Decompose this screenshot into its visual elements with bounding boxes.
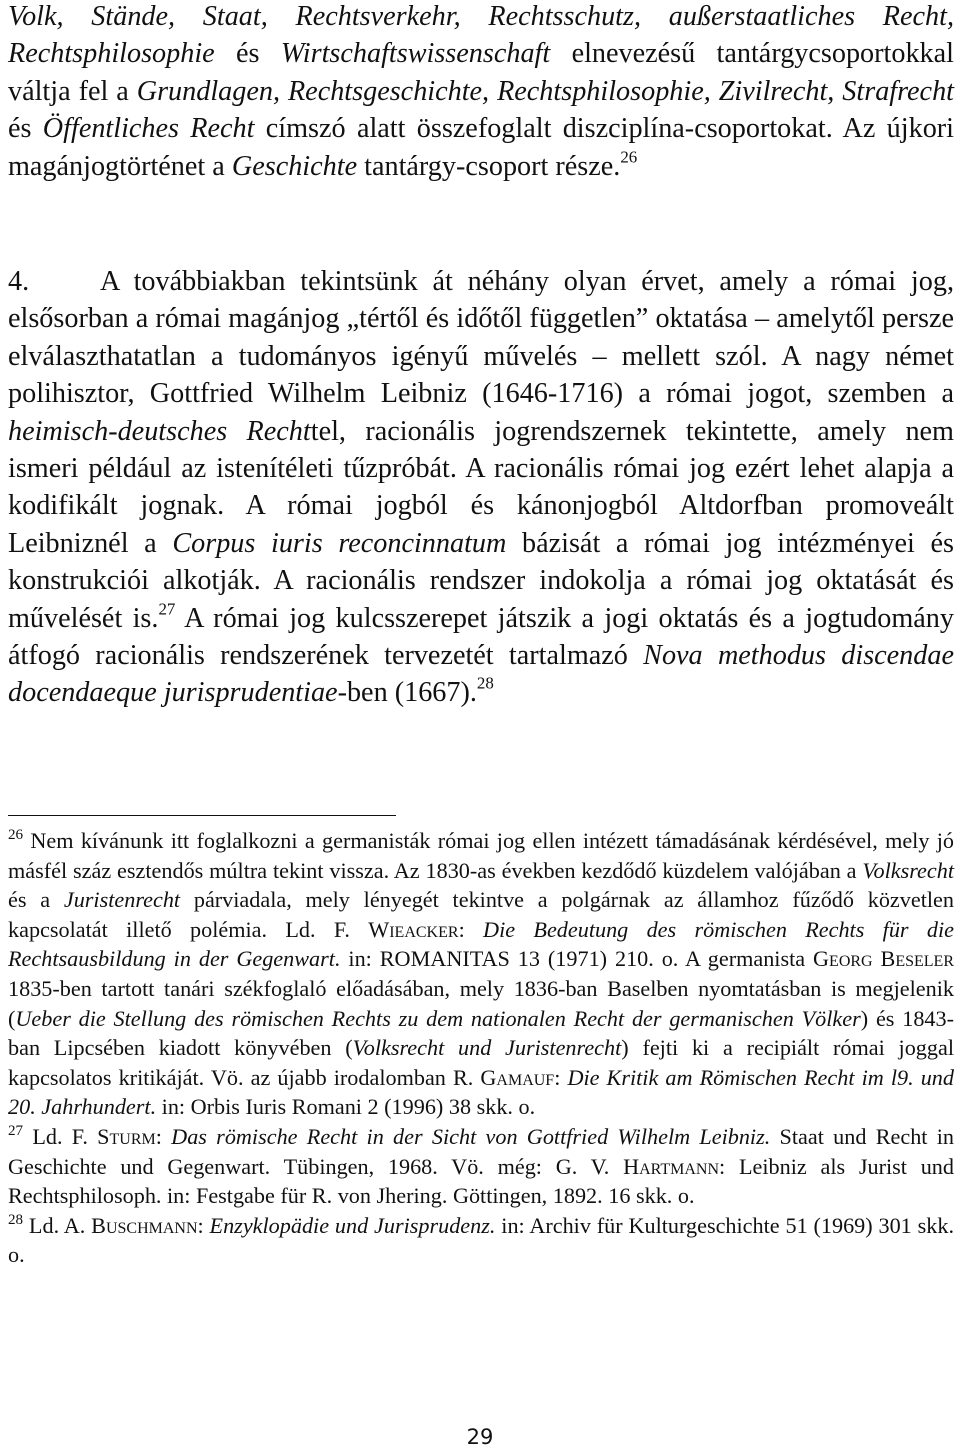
text-run: : (155, 1123, 172, 1149)
italic-phrase: Volksrecht (862, 857, 954, 883)
text-run: : (554, 1064, 568, 1090)
work-title: Die Bedeutung des römischen Rechts für die Rechtsausbildung in der Gegenwart. (8, 916, 954, 972)
section-number: 4. (8, 266, 30, 297)
author-name: Georg Beseler (813, 946, 954, 972)
text-run: tel, racionális jogrendszernek tekintette, amely nem ismeri például az istenítéleti tűzpróbát. A racionális római jog ezért lehet alapja a kodifikált jognak. A római jogból és kánonjogból Altdorfban promoveált Leibniznél a (8, 415, 954, 559)
text-run: Ld. F. (23, 1123, 98, 1149)
footnote-reference-28[interactable]: 28 (476, 673, 494, 693)
text-run: A római jog kulcsszerepet játszik a jogi oktatás és a jogtudomány átfogó racionális rendszerének tervezetét tartalmazó (8, 602, 954, 672)
footnotes (8, 826, 954, 1270)
author-name: Hartmann (623, 1153, 720, 1179)
section-4-paragraph (8, 263, 954, 712)
work-title: Das römische Recht in der Sicht von Gottfried Wilhelm Leibniz. (171, 1123, 771, 1149)
text-run: in: ROMANITAS 13 (1971) 210. o. A germanista (340, 946, 814, 972)
italic-phrase: Öffentliches Recht (42, 113, 255, 145)
continued-paragraph (8, 0, 954, 185)
footnote-27 (8, 1122, 954, 1211)
italic-phrase: Nova methodus discendae docendaeque jurisprudentiae (8, 640, 954, 709)
text-run: in: Orbis Iuris Romani 2 (1996) 38 skk. o. (156, 1094, 536, 1120)
text-run: 1835-ben tartott tanári székfoglaló előadásában, mely 1836-ban Baselben nyomtatásban is megjelenik ( (8, 975, 954, 1031)
italic-phrase: Grundlagen, Rechtsgeschichte, Rechtsphilosophie, Zivilrecht, Strafrecht (136, 75, 954, 107)
author-name: Buschmann (91, 1212, 198, 1238)
footnote-number: 28 (8, 1211, 24, 1228)
text-run: bázisát a római jog intézményei és konstrukciói alkotják. A racionális rendszer indokolja a római jog oktatását és művelését is. (8, 527, 954, 634)
author-name: Sturm (97, 1123, 156, 1149)
italic-phrase: Volk, Stände, Staat, Rechtsverkehr, Rechtsschutz, außerstaatliches Recht, Rechtsphilosophie (8, 1, 954, 70)
text-run: Nem kívánunk itt foglalkozni a germanisták római jog ellen intézett támadásának kérdésével, mely jó másfél száz esztendős múltra tekint vissza. Az 1830-as években kezdődő küzdelem valójában a (8, 828, 954, 883)
text-run: : (197, 1212, 210, 1238)
text-run: ) és 1843-ban Lipcsében kiadott könyvében ( (8, 1005, 954, 1061)
text-run: tantárgy-csoport része. (357, 150, 621, 182)
text-run: -ben (1667). (337, 677, 477, 709)
italic-phrase: heimisch-deutsches Recht (8, 415, 311, 447)
author-name: Gamauf (480, 1064, 555, 1090)
text-run: elnevezésű tantárgycsoportokkal váltja fel a (8, 38, 954, 107)
footnote-28 (8, 1211, 954, 1270)
work-title: Ueber die Stellung des römischen Rechts zu dem nationalen Recht der germanischen Völker (15, 1005, 861, 1031)
footnote-separator (8, 815, 396, 816)
work-title: Enzyklopädie und Jurisprudenz. (209, 1212, 496, 1238)
italic-phrase: Geschichte (231, 150, 358, 182)
text-run: és a (8, 887, 64, 913)
text-run: Staat und Recht in Geschichte und Gegenwart. Tübingen, 1968. Vö. még: G. V. (8, 1123, 954, 1179)
text-run: : Leibniz als Jurist und Rechtsphilosoph. in: Festgabe für R. von Jhering. Göttingen, 1892. 16 skk. o. (8, 1153, 954, 1209)
text-run: és (8, 113, 43, 145)
text-run: és (214, 38, 281, 70)
text-run: ) fejti ki a recipiált római joggal kapcsolatos kritikáját. Vö. az újabb irodalomban R. (8, 1035, 955, 1090)
text-run: párviadala, mely lényegét tekintve a polgárnak az államhoz fűződő közvetlen kapcsolatát illető polémia. Ld. F. (8, 887, 954, 942)
text-run: : (458, 916, 484, 942)
footnote-reference-26[interactable]: 26 (620, 146, 638, 166)
work-title: Volksrecht und Juristenrecht (352, 1035, 622, 1061)
italic-phrase: Corpus iuris reconcinnatum (172, 527, 507, 559)
footnote-number: 26 (8, 826, 24, 843)
text-run: A továbbiakban tekintsünk át néhány olyan érvet, amely a római jog, elsősorban a római magánjog „tértől és időtől független” oktatása – amelytől persze elválaszthatatlan a tudományos igényű művelés – mellett szól. A nagy német polihisztor, Gottfried Wilhelm Leibniz (1646-1716) a római jogot, szemben a (8, 266, 954, 410)
work-title: Die Kritik am Römischen Recht im l9. und 20. Jahrhundert. (8, 1064, 954, 1120)
text-run: Ld. A. (23, 1212, 92, 1238)
footnote-reference-27[interactable]: 27 (158, 598, 176, 618)
text-run: in: Archiv für Kulturgeschichte 51 (1969) 301 skk. o. (8, 1212, 954, 1268)
italic-phrase: Juristenrecht (63, 887, 181, 913)
page-number: 29 (466, 1425, 494, 1449)
author-name: Wieacker (368, 916, 459, 942)
italic-phrase: Wirtschaftswissenschaft (280, 38, 551, 70)
footnote-26 (8, 826, 954, 1122)
footnote-number: 27 (8, 1122, 24, 1139)
text-run: címszó alatt összefoglalt diszciplína-csoportokat. Az újkori magánjogtörténet a (8, 113, 955, 182)
